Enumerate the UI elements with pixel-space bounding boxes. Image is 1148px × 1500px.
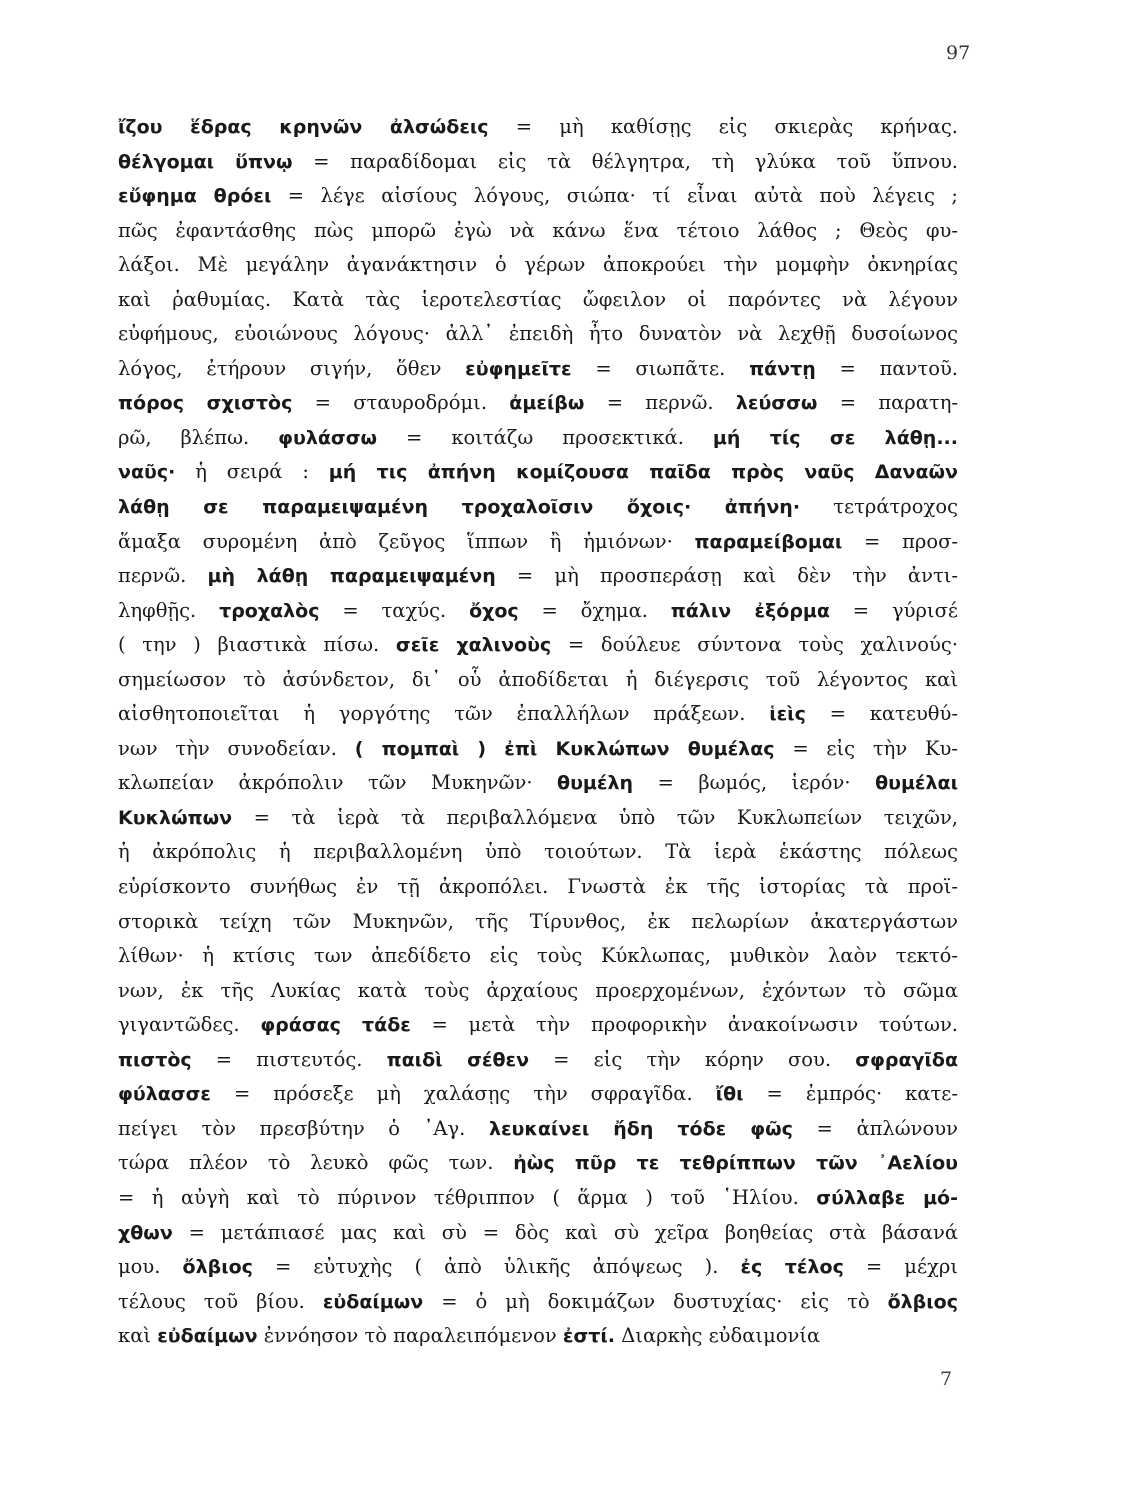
gloss-text: τώρα πλέον τὸ λευκὸ φῶς των. (118, 1151, 514, 1175)
lemma: ἐστί. (562, 1325, 616, 1348)
lemma: ἴζου ἕδρας κρηνῶν ἀλσώδεις (118, 116, 489, 138)
gloss-text: νων, ἐκ τῆς Λυκίας κατὰ τοὺς ἀρχαίους προερχομένων, ἐχόντων τὸ σῶμα (118, 978, 958, 1002)
gloss-text: = βωμός, ἱερόν· (633, 771, 876, 795)
gloss-text: = προσ- (842, 529, 958, 553)
gloss-text: τετράτροχος (800, 495, 958, 519)
lemma: ναῦς· (118, 461, 176, 484)
gloss-text: σημείωσον τὸ ἀσύνδετον, δι᾿ οὗ ἀποδίδεται ἡ διέγερσις τοῦ λέγοντος καὶ (118, 667, 958, 691)
gloss-text: Διαρκὴς εὐδαιμονία (615, 1324, 821, 1348)
text-line (118, 1043, 958, 1078)
lemma: ἴθι (715, 1083, 744, 1106)
gloss-text: νων τὴν συνοδείαν. (118, 736, 355, 760)
gloss-text: κλωπείαν ἀκρόπολιν τῶν Μυκηνῶν· (118, 771, 558, 795)
gloss-text: = ἁπλώνουν (792, 1116, 958, 1140)
text-line (118, 974, 958, 1009)
text-line (118, 1319, 958, 1354)
gloss-text: = μέχρι (843, 1255, 958, 1279)
gloss-text: ἐννόησον τὸ παραλειπόμενον (257, 1324, 563, 1348)
text-line (118, 835, 958, 870)
lemma: ὄλβιος (887, 1290, 958, 1313)
lemma: θυμέλη (557, 772, 634, 795)
lemma: μή τίς σε λάθῃ... (712, 426, 958, 449)
gloss-text: = εἰς τὴν κόρην σου. (529, 1047, 856, 1071)
text-line (118, 801, 958, 836)
gloss-text: = ὁ μὴ δοκιμάζων δυστυχίας· εἰς τὸ (423, 1289, 888, 1313)
lemma: ὄχος (469, 599, 519, 622)
gloss-text: = σταυροδρόμι. (292, 391, 510, 415)
gloss-text: = ὄχημα. (518, 598, 671, 622)
lemma: μή τις ἀπήνη κομίζουσα παῖδα πρὸς ναῦς Δαναῶν (328, 461, 958, 484)
text-line (118, 525, 958, 560)
gloss-text: = μετὰ τὴν προφορικὴν ἀνακοίνωσιν τούτων. (410, 1013, 958, 1037)
lemma: σύλλαβε μό- (816, 1186, 958, 1209)
commentary-text (118, 110, 958, 1354)
text-line (118, 179, 958, 214)
text-line (118, 455, 958, 490)
lemma: Κυκλώπων (118, 806, 233, 829)
text-line (118, 939, 958, 974)
gloss-text: πείγει τὸν πρεσβύτην ὁ ᾿Αγ. (118, 1116, 489, 1140)
text-line (118, 594, 958, 629)
page-number: 97 (946, 42, 971, 64)
lemma: ἠὼς πῦρ τε τεθρίππων τῶν ᾿Αελίου (513, 1152, 958, 1175)
lemma: πάντῃ (749, 357, 816, 380)
lemma: πιστὸς (118, 1048, 192, 1071)
gloss-text: = περνῶ. (584, 391, 736, 415)
gloss-text: ἡ ἀκρόπολις ἡ περιβαλλομένη ὑπὸ τοιούτων. Τὰ ἱερὰ ἑκάστης πόλεως (118, 840, 958, 864)
gloss-text: = παντοῦ. (815, 356, 958, 380)
text-line (118, 1008, 958, 1043)
gloss-text: εὐφήμους, εὐοιώνους λόγους· ἀλλ᾿ ἐπειδὴ ἦτο δυνατὸν νὰ λεχθῇ δυσοίωνος (118, 322, 958, 346)
text-line (118, 386, 958, 421)
gloss-text: ἅμαξα συρομένη ἀπὸ ζεῦγος ἵππων ἢ ἡμιόνων· (118, 529, 695, 553)
signature-mark: 7 (940, 1368, 953, 1390)
text-line (118, 1285, 958, 1320)
text-line (118, 1077, 958, 1112)
gloss-text: στορικὰ τείχη τῶν Μυκηνῶν, τῆς Τίρυνθος, ἐκ πελωρίων ἀκατεργάστων (118, 909, 958, 933)
text-line (118, 490, 958, 525)
lemma: εὐδαίμων (322, 1290, 424, 1313)
gloss-text: = πιστευτός. (191, 1047, 387, 1071)
text-line (118, 145, 958, 180)
lemma: εὐφημεῖτε (465, 357, 572, 380)
gloss-text: = εἰς τὴν Κυ- (774, 736, 958, 760)
text-line (118, 697, 958, 732)
text-line (118, 352, 958, 387)
gloss-text: = λέγε αἰσίους λόγους, σιώπα· τί εἶναι αὐτὰ ποὺ λέγεις ; (271, 184, 958, 208)
lemma: ὄλβιος (182, 1256, 253, 1279)
text-line (118, 559, 958, 594)
gloss-text: = κατευθύ- (805, 702, 958, 726)
lemma: πόρος σχιστὸς (118, 392, 293, 415)
lemma: εὐδαίμων (157, 1325, 258, 1348)
lemma: θέλγομαι ὕπνῳ (118, 150, 293, 173)
lemma: ἐς τέλος (740, 1256, 844, 1279)
text-line (118, 283, 958, 318)
gloss-text: περνῶ. (118, 564, 208, 588)
text-line (118, 248, 958, 283)
gloss-text: = γύρισέ (829, 598, 958, 622)
gloss-text: = ταχύς. (319, 598, 470, 622)
text-line (118, 1216, 958, 1251)
gloss-text: = πρόσεξε μὴ χαλάσῃς τὴν σφραγῖδα. (210, 1082, 716, 1106)
text-line (118, 663, 958, 698)
lemma: παραμείβομαι (694, 530, 843, 553)
text-line (118, 1146, 958, 1181)
text-line (118, 317, 958, 352)
text-line (118, 421, 958, 456)
gloss-text: γιγαντῶδες. (118, 1013, 261, 1037)
gloss-text: ( την ) βιαστικὰ πίσω. (118, 633, 396, 657)
lemma: ἀμείβω (509, 392, 585, 415)
lemma: φύλασσε (118, 1083, 211, 1106)
gloss-text: μου. (118, 1255, 183, 1279)
text-line (118, 1181, 958, 1216)
gloss-text: ἡ σειρά : (175, 460, 329, 484)
gloss-text: τέλους τοῦ βίου. (118, 1289, 323, 1313)
gloss-text: = μὴ καθίσῃς εἰς σκιερὰς κρήνας. (488, 115, 958, 138)
gloss-text: εὑρίσκοντο συνήθως ἐν τῇ ἀκροπόλει. Γνωστὰ ἐκ τῆς ἱστορίας τὰ προϊ- (118, 875, 958, 899)
gloss-text: καὶ (118, 1324, 158, 1348)
lemma: λάθῃ σε παραμειψαμένη τροχαλοῖσιν ὄχοις· ἀπήνη· (118, 496, 801, 519)
lemma: σεῖε χαλινοὺς (395, 634, 552, 657)
gloss-text: λόγος, ἐτήρουν σιγήν, ὅθεν (118, 356, 466, 380)
gloss-text: = κοιτάζω προσεκτικά. (377, 425, 713, 449)
text-line (118, 628, 958, 663)
gloss-text: πῶς ἐφαντάσθης πὼς μπορῶ ἐγὼ νὰ κάνω ἕνα τέτοιο λάθος ; Θεὸς φυ- (118, 218, 958, 242)
text-line (118, 214, 958, 249)
lemma: πάλιν ἐξόρμα (670, 599, 830, 622)
gloss-text: = σιωπᾶτε. (571, 356, 750, 380)
text-line (118, 1250, 958, 1285)
text-line (118, 1112, 958, 1147)
gloss-text: ληφθῇς. (118, 598, 220, 622)
text-line (118, 870, 958, 905)
gloss-text: = παρατη- (817, 391, 958, 415)
lemma: φράσας τάδε (260, 1014, 411, 1037)
gloss-text: λάξοι. Μὲ μεγάλην ἀγανάκτησιν ὁ γέρων ἀποκρούει τὴν μομφὴν ὀκνηρίας (118, 253, 958, 277)
gloss-text: = μετάπιασέ μας καὶ σὺ = δὸς καὶ σὺ χεῖρα βοηθείας στὰ βάσανά (172, 1220, 958, 1244)
lemma: λευκαίνει ἤδη τόδε φῶς (488, 1117, 793, 1140)
lemma: παιδὶ σέθεν (386, 1048, 530, 1071)
lemma: χθων (118, 1221, 173, 1244)
text-line (118, 110, 958, 145)
lemma: σφραγῖδα (855, 1048, 958, 1071)
lemma: ( πομπαὶ ) ἐπὶ Κυκλώπων θυμέλας (354, 737, 775, 760)
gloss-text: = μὴ προσπεράσῃ καὶ δὲν τὴν ἀντι- (495, 564, 958, 588)
gloss-text: = ἐμπρός· κατε- (743, 1082, 958, 1106)
text-line (118, 905, 958, 940)
lemma: μὴ λάθῃ παραμειψαμένη (207, 565, 496, 588)
gloss-text: ρῶ, βλέπω. (118, 425, 279, 449)
lemma: ἱεὶς (769, 703, 806, 726)
gloss-text: = τὰ ἱερὰ τὰ περιβαλλόμενα ὑπὸ τῶν Κυκλωπείων τειχῶν, (232, 805, 958, 829)
lemma: θυμέλαι (875, 772, 958, 795)
gloss-text: = εὐτυχὴς ( ἀπὸ ὑλικῆς ἀπόψεως ). (252, 1255, 741, 1279)
lemma: τροχαλὸς (219, 599, 320, 622)
gloss-text: λίθων· ἡ κτίσις των ἀπεδίδετο εἰς τοὺς Κύκλωπας, μυθικὸν λαὸν τεκτό- (118, 944, 958, 968)
gloss-text: = δούλευε σύντονα τοὺς χαλινούς· (551, 633, 958, 657)
text-line (118, 766, 958, 801)
lemma: εὔφημα θρόει (118, 185, 272, 208)
lemma: φυλάσσω (278, 426, 378, 449)
gloss-text: αἰσθητοποιεῖται ἡ γοργότης τῶν ἐπαλλήλων πράξεων. (118, 702, 770, 726)
lemma: λεύσσω (735, 392, 818, 415)
gloss-text: καὶ ῥαθυμίας. Κατὰ τὰς ἱεροτελεστίας ὤφειλον οἱ παρόντες νὰ λέγουν (118, 287, 958, 311)
gloss-text: = παραδίδομαι εἰς τὰ θέλγητρα, τὴ γλύκα τοῦ ὕπνου. (292, 149, 958, 173)
text-line (118, 732, 958, 767)
gloss-text: = ἡ αὐγὴ καὶ τὸ πύρινον τέθριππον ( ἅρμα ) τοῦ ῾Ηλίου. (118, 1185, 817, 1209)
